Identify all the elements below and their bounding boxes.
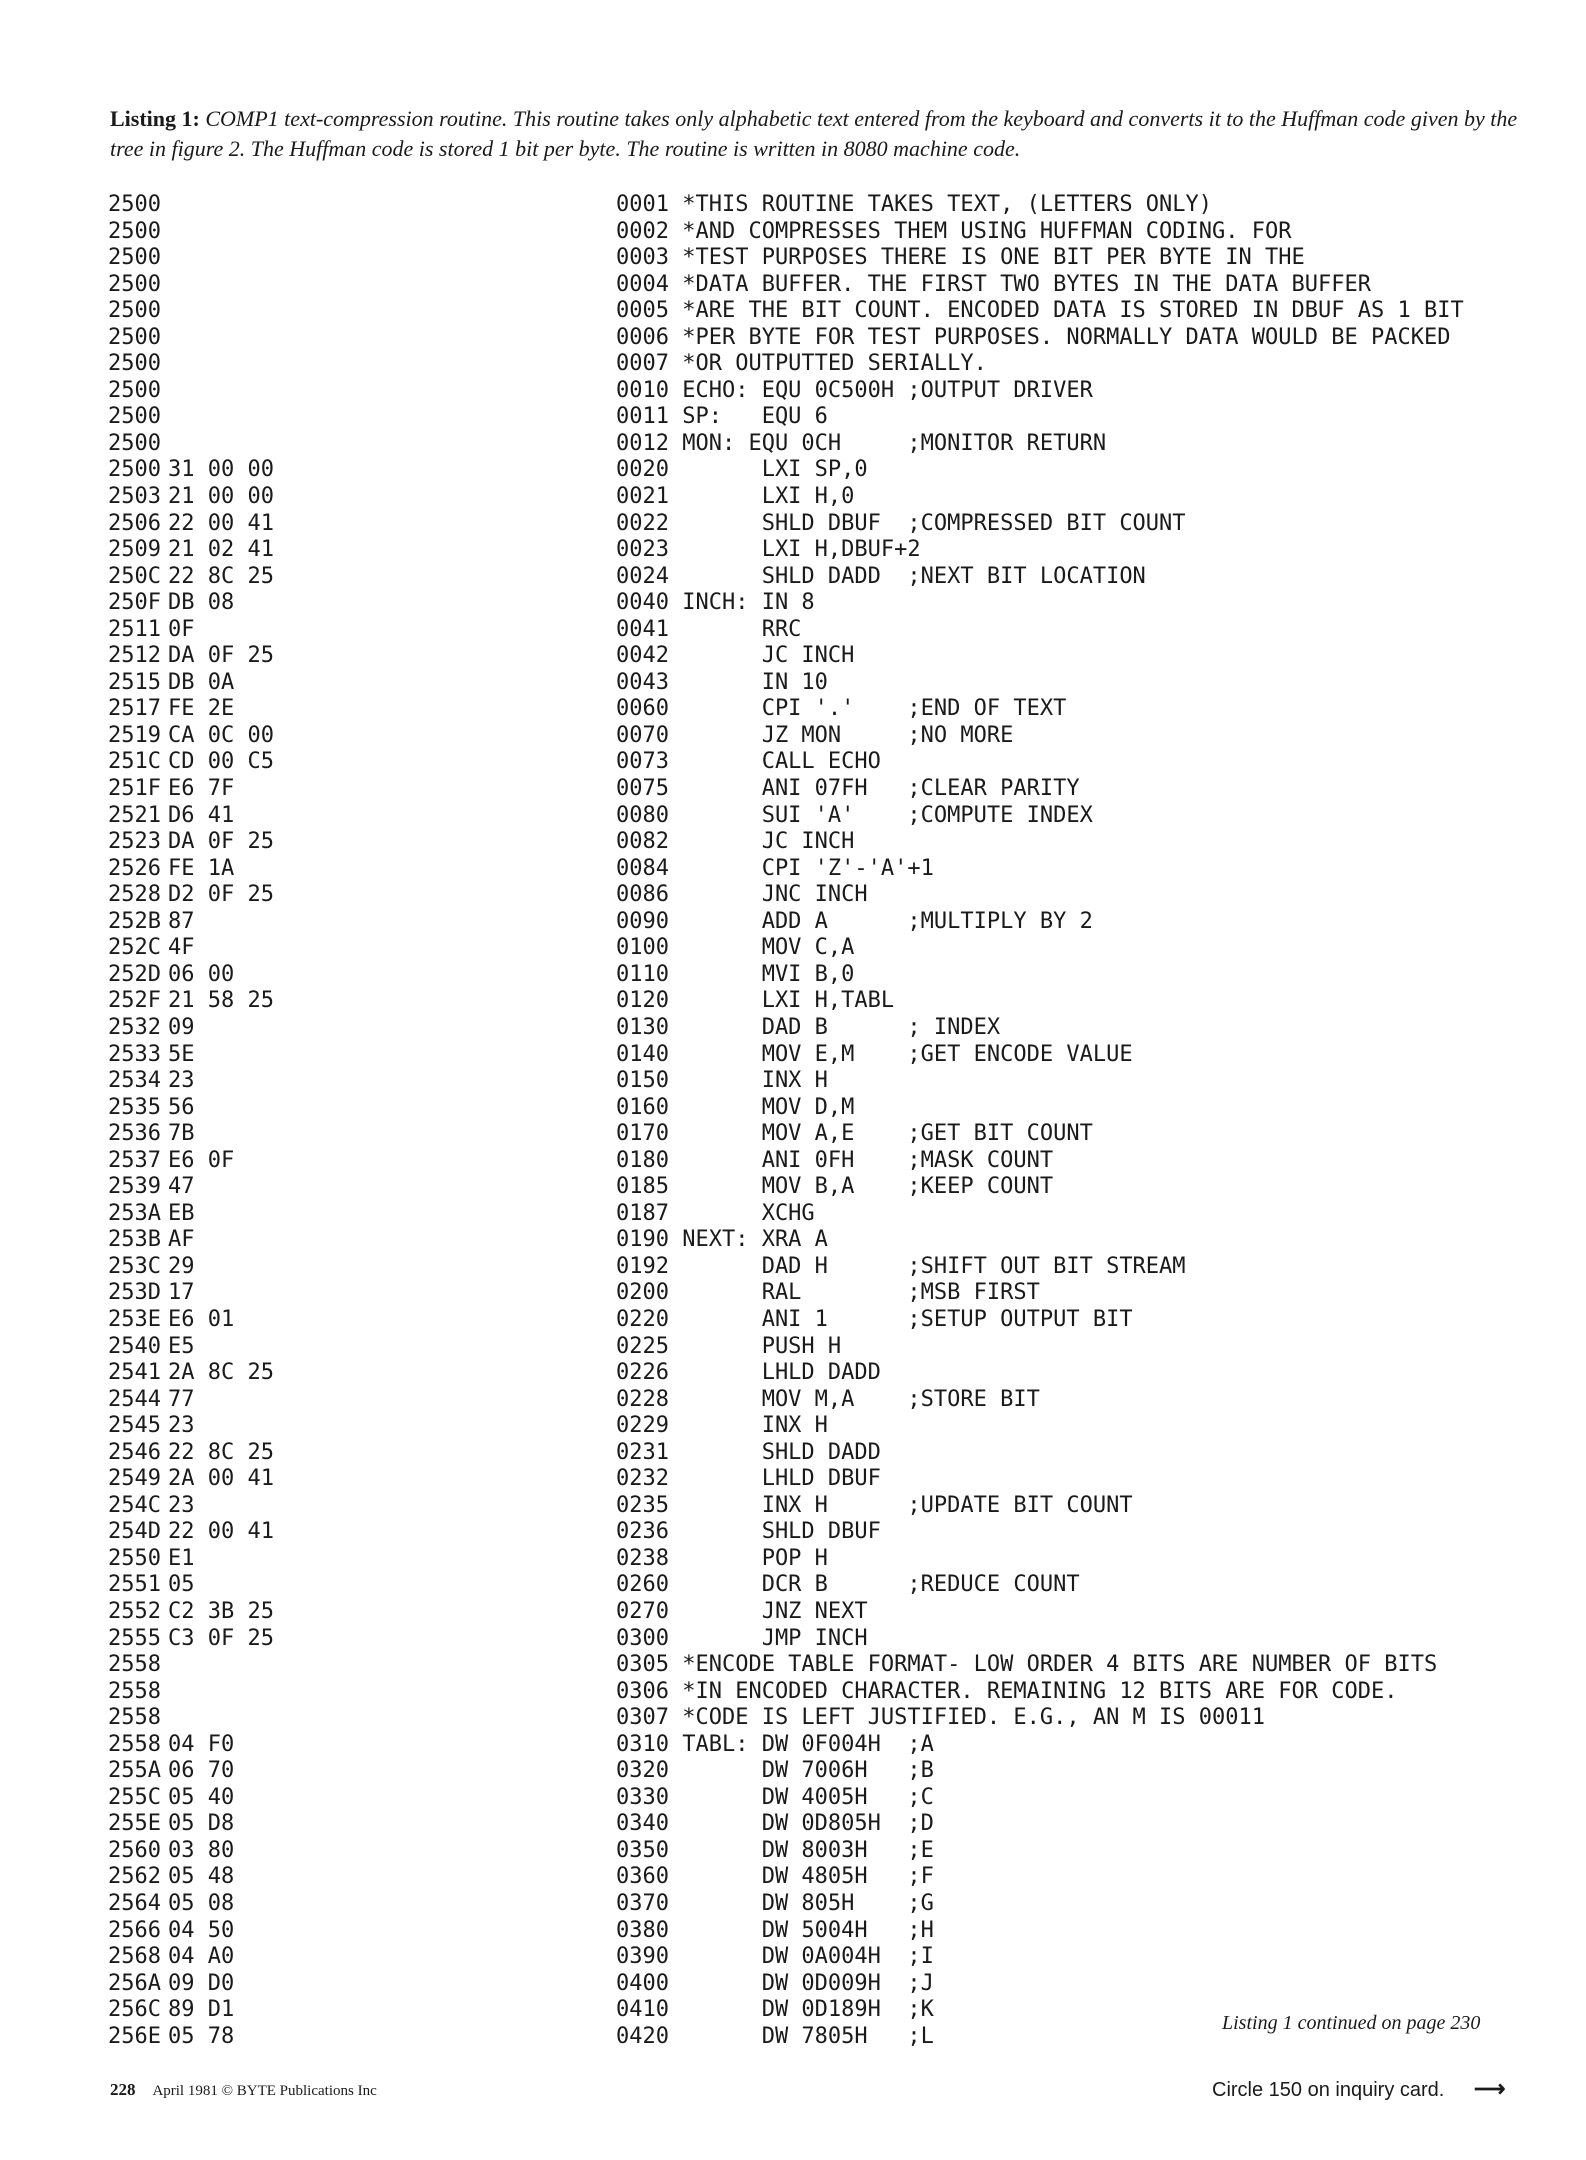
listing-row	[108, 1201, 1538, 1228]
listing-address: 2558	[108, 1731, 161, 1757]
listing-source: 0075 ANI 07FH ;CLEAR PARITY	[616, 776, 1080, 802]
listing-row	[108, 1254, 1538, 1281]
listing-row	[108, 1227, 1538, 1254]
listing-machine-code: 23	[168, 1068, 195, 1094]
listing-address: 2511	[108, 616, 161, 642]
listing-row	[108, 590, 1538, 617]
listing-machine-code: 05	[168, 1572, 195, 1598]
listing-machine-code: 05 08	[168, 1891, 235, 1916]
listing-machine-code	[168, 298, 616, 325]
code-listing	[108, 192, 1538, 2050]
listing-machine-code: 04 50	[168, 1917, 235, 1943]
listing-machine-code: 31 00 00	[168, 457, 274, 483]
listing-machine-code: 87	[168, 908, 195, 934]
listing-address: 252B	[108, 908, 161, 934]
listing-row	[108, 1334, 1538, 1361]
listing-row	[108, 1360, 1538, 1387]
listing-machine-code: DB 0A	[168, 669, 235, 695]
listing-machine-code: 04 F0	[168, 1731, 235, 1757]
listing-source: 0307 *CODE IS LEFT JUSTIFIED. E.G., AN M IS 00011	[616, 1705, 1266, 1731]
listing-source: 0070 JZ MON ;NO MORE	[616, 722, 1014, 748]
listing-machine-code: 05 48	[168, 1864, 235, 1890]
listing-source: 0200 RAL ;MSB FIRST	[616, 1280, 1040, 1306]
listing-source: 0001 *THIS ROUTINE TAKES TEXT, (LETTERS ONLY)	[616, 192, 1213, 217]
listing-machine-code: 77	[168, 1386, 195, 1412]
listing-source: 0040 INCH: IN 8	[616, 590, 815, 616]
continued-note: Listing 1 continued on page 230	[1222, 2012, 1481, 2034]
listing-row	[108, 404, 1538, 431]
listing-row	[108, 1785, 1538, 1812]
listing-machine-code: 2A 8C 25	[168, 1360, 274, 1386]
listing-row	[108, 696, 1538, 723]
listing-machine-code	[168, 404, 616, 431]
listing-source: 0007 *OR OUTPUTTED SERIALLY.	[616, 351, 987, 377]
listing-address: 2545	[108, 1413, 161, 1439]
listing-source: 0020 LXI SP,0	[616, 457, 868, 483]
listing-address: 251F	[108, 776, 161, 802]
listing-source: 0082 JC INCH	[616, 829, 855, 855]
listing-machine-code: 23	[168, 1492, 195, 1518]
listing-machine-code: 05 40	[168, 1784, 235, 1810]
listing-address: 2509	[108, 537, 161, 563]
listing-source: 0236 SHLD DBUF	[616, 1519, 881, 1545]
listing-source: 0073 CALL ECHO	[616, 749, 881, 775]
listing-address: 2523	[108, 829, 161, 855]
listing-source: 0060 CPI '.' ;END OF TEXT	[616, 696, 1067, 722]
listing-row	[108, 1148, 1538, 1175]
listing-machine-code	[168, 378, 616, 405]
listing-row	[108, 1174, 1538, 1201]
listing-address: 253C	[108, 1253, 161, 1279]
listing-address: 2500	[108, 457, 161, 483]
listing-machine-code: 04 A0	[168, 1944, 235, 1970]
listing-machine-code: 06 70	[168, 1758, 235, 1784]
listing-source: 0100 MOV C,A	[616, 935, 855, 961]
listing-row	[108, 1413, 1538, 1440]
listing-address: 255E	[108, 1811, 161, 1837]
inquiry-note	[1212, 2076, 1505, 2102]
listing-source: 0310 TABL: DW 0F004H ;A	[616, 1731, 934, 1757]
listing-machine-code: 22 00 41	[168, 1519, 274, 1545]
listing-address: 253D	[108, 1280, 161, 1306]
listing-source: 0150 INX H	[616, 1068, 828, 1094]
listing-machine-code: DA 0F 25	[168, 829, 274, 855]
listing-source: 0270 JNZ NEXT	[616, 1598, 868, 1624]
listing-row	[108, 829, 1538, 856]
listing-row	[108, 962, 1538, 989]
listing-source: 0225 PUSH H	[616, 1333, 842, 1359]
listing-machine-code: E6 01	[168, 1306, 235, 1332]
listing-machine-code: 05 D8	[168, 1811, 235, 1837]
listing-address: 2528	[108, 882, 161, 908]
listing-address: 2500	[108, 298, 161, 324]
listing-source: 0390 DW 0A004H ;I	[616, 1944, 934, 1970]
listing-row	[108, 882, 1538, 909]
listing-source: 0350 DW 8003H ;E	[616, 1837, 934, 1863]
listing-address: 2500	[108, 351, 161, 377]
listing-address: 2540	[108, 1333, 161, 1359]
listing-address: 2558	[108, 1705, 161, 1731]
listing-machine-code: 21 02 41	[168, 537, 274, 563]
listing-row	[108, 511, 1538, 538]
listing-machine-code: 06 00	[168, 961, 235, 987]
listing-row	[108, 1679, 1538, 1706]
listing-address: 2503	[108, 484, 161, 510]
listing-source: 0370 DW 805H ;G	[616, 1891, 934, 1916]
listing-address: 253E	[108, 1306, 161, 1332]
listing-row	[108, 1838, 1538, 1865]
listing-address: 2555	[108, 1625, 161, 1651]
caption-lead: Listing 1:	[110, 106, 200, 131]
listing-source: 0320 DW 7006H ;B	[616, 1758, 934, 1784]
listing-source: 0231 SHLD DADD	[616, 1439, 881, 1465]
listing-source: 0192 DAD H ;SHIFT OUT BIT STREAM	[616, 1253, 1186, 1279]
listing-address: 2566	[108, 1917, 161, 1943]
listing-address: 253A	[108, 1200, 161, 1226]
listing-machine-code: DB 08	[168, 590, 235, 616]
listing-source: 0010 ECHO: EQU 0C500H ;OUTPUT DRIVER	[616, 377, 1093, 403]
listing-source: 0400 DW 0D009H ;J	[616, 1970, 934, 1996]
listing-machine-code: 0F	[168, 616, 195, 642]
listing-address: 2533	[108, 1041, 161, 1067]
listing-source: 0002 *AND COMPRESSES THEM USING HUFFMAN CODING. FOR	[616, 218, 1292, 244]
listing-row	[108, 776, 1538, 803]
listing-machine-code: 22 8C 25	[168, 563, 274, 589]
listing-source: 0260 DCR B ;REDUCE COUNT	[616, 1572, 1080, 1598]
listing-row	[108, 1546, 1538, 1573]
listing-address: 2500	[108, 430, 161, 456]
listing-machine-code: EB	[168, 1200, 195, 1226]
listing-machine-code: 21 58 25	[168, 988, 274, 1014]
listing-source: 0110 MVI B,0	[616, 961, 855, 987]
listing-source: 0180 ANI 0FH ;MASK COUNT	[616, 1147, 1054, 1173]
listing-machine-code: 22 00 41	[168, 510, 274, 536]
listing-source: 0235 INX H ;UPDATE BIT COUNT	[616, 1492, 1133, 1518]
listing-source: 0012 MON: EQU 0CH ;MONITOR RETURN	[616, 430, 1107, 456]
listing-row	[108, 1971, 1538, 1998]
listing-row	[108, 1864, 1538, 1891]
listing-address: 251C	[108, 749, 161, 775]
listing-row	[108, 1493, 1538, 1520]
listing-source: 0300 JMP INCH	[616, 1625, 868, 1651]
listing-machine-code: AF	[168, 1227, 195, 1253]
listing-row	[108, 1758, 1538, 1785]
listing-machine-code: D6 41	[168, 802, 235, 828]
listing-source: 0226 LHLD DADD	[616, 1360, 881, 1386]
listing-source: 0011 SP: EQU 6	[616, 404, 828, 430]
listing-source: 0120 LXI H,TABL	[616, 988, 895, 1014]
listing-address: 2550	[108, 1545, 161, 1571]
listing-address: 2515	[108, 669, 161, 695]
listing-address: 256E	[108, 2023, 161, 2049]
listing-address: 255C	[108, 1784, 161, 1810]
listing-machine-code: D2 0F 25	[168, 882, 274, 908]
listing-machine-code	[168, 1679, 616, 1706]
listing-address: 253B	[108, 1227, 161, 1253]
listing-source: 0305 *ENCODE TABLE FORMAT- LOW ORDER 4 BITS ARE NUMBER OF BITS	[616, 1652, 1438, 1678]
listing-address: 2500	[108, 377, 161, 403]
listing-address: 256A	[108, 1970, 161, 1996]
listing-machine-code: E6 7F	[168, 776, 235, 802]
listing-source: 0130 DAD B ; INDEX	[616, 1014, 1001, 1040]
listing-address: 2512	[108, 643, 161, 669]
listing-row	[108, 1095, 1538, 1122]
listing-row	[108, 219, 1538, 246]
listing-address: 2541	[108, 1360, 161, 1386]
inquiry-text: Circle 150 on inquiry card.	[1212, 2079, 1445, 2101]
listing-address: 2564	[108, 1891, 161, 1916]
listing-machine-code: 05 78	[168, 2023, 235, 2049]
listing-address: 2535	[108, 1094, 161, 1120]
listing-source: 0229 INX H	[616, 1413, 828, 1439]
listing-machine-code: 89 D1	[168, 1997, 235, 2023]
listing-machine-code: 09 D0	[168, 1970, 235, 1996]
listing-machine-code: 56	[168, 1094, 195, 1120]
listing-row	[108, 351, 1538, 378]
listing-row	[108, 564, 1538, 591]
listing-machine-code: 03 80	[168, 1837, 235, 1863]
listing-source: 0170 MOV A,E ;GET BIT COUNT	[616, 1121, 1093, 1147]
listing-source: 0232 LHLD DBUF	[616, 1466, 881, 1492]
listing-source: 0043 IN 10	[616, 669, 828, 695]
listing-machine-code: CD 00 C5	[168, 749, 274, 775]
listing-address: 252D	[108, 961, 161, 987]
listing-source: 0420 DW 7805H ;L	[616, 2023, 934, 2049]
listing-address: 255A	[108, 1758, 161, 1784]
listing-row	[108, 1042, 1538, 1069]
listing-address: 250F	[108, 590, 161, 616]
listing-source: 0410 DW 0D189H ;K	[616, 1997, 934, 2023]
listing-source: 0042 JC INCH	[616, 643, 855, 669]
listing-address: 2506	[108, 510, 161, 536]
listing-row	[108, 272, 1538, 299]
listing-address: 254C	[108, 1492, 161, 1518]
listing-source: 0140 MOV E,M ;GET ENCODE VALUE	[616, 1041, 1133, 1067]
listing-address: 2500	[108, 218, 161, 244]
listing-source: 0190 NEXT: XRA A	[616, 1227, 828, 1253]
page-number: 228	[110, 2080, 136, 2099]
listing-address: 2519	[108, 722, 161, 748]
listing-row	[108, 909, 1538, 936]
listing-source: 0006 *PER BYTE FOR TEST PURPOSES. NORMALLY DATA WOULD BE PACKED	[616, 324, 1451, 350]
listing-row	[108, 1944, 1538, 1971]
listing-row	[108, 803, 1538, 830]
listing-row	[108, 1705, 1538, 1732]
listing-row	[108, 1626, 1538, 1653]
listing-machine-code: E6 0F	[168, 1147, 235, 1173]
listing-address: 2568	[108, 1944, 161, 1970]
listing-row	[108, 1280, 1538, 1307]
listing-row	[108, 325, 1538, 352]
listing-source: 0090 ADD A ;MULTIPLY BY 2	[616, 908, 1093, 934]
listing-row	[108, 1599, 1538, 1626]
listing-address: 252C	[108, 935, 161, 961]
listing-row	[108, 1015, 1538, 1042]
listing-machine-code: 21 00 00	[168, 484, 274, 510]
listing-row	[108, 1572, 1538, 1599]
listing-row	[108, 1387, 1538, 1414]
listing-machine-code: C2 3B 25	[168, 1598, 274, 1624]
listing-row	[108, 1652, 1538, 1679]
listing-row	[108, 723, 1538, 750]
listing-row	[108, 643, 1538, 670]
listing-row	[108, 457, 1538, 484]
listing-machine-code: 09	[168, 1014, 195, 1040]
listing-row	[108, 935, 1538, 962]
listing-machine-code	[168, 431, 616, 458]
listing-address: 2500	[108, 404, 161, 430]
listing-row	[108, 1466, 1538, 1493]
listing-source: 0160 MOV D,M	[616, 1094, 855, 1120]
listing-source: 0084 CPI 'Z'-'A'+1	[616, 855, 934, 881]
listing-address: 2500	[108, 271, 161, 297]
listing-address: 2534	[108, 1068, 161, 1094]
listing-row	[108, 484, 1538, 511]
listing-row	[108, 1440, 1538, 1467]
listing-source: 0185 MOV B,A ;KEEP COUNT	[616, 1174, 1054, 1200]
listing-address: 2517	[108, 696, 161, 722]
listing-row	[108, 1519, 1538, 1546]
listing-machine-code: 23	[168, 1413, 195, 1439]
listing-row	[108, 245, 1538, 272]
listing-source: 0004 *DATA BUFFER. THE FIRST TWO BYTES IN THE DATA BUFFER	[616, 271, 1371, 297]
listing-row	[108, 617, 1538, 644]
listing-machine-code: 29	[168, 1253, 195, 1279]
listing-address: 2500	[108, 192, 161, 217]
listing-address: 2549	[108, 1466, 161, 1492]
listing-address: 2560	[108, 1837, 161, 1863]
listing-source: 0187 XCHG	[616, 1200, 815, 1226]
listing-row	[108, 1121, 1538, 1148]
listing-address: 2532	[108, 1014, 161, 1040]
listing-row	[108, 1732, 1538, 1759]
listing-machine-code	[168, 272, 616, 299]
listing-source: 0340 DW 0D805H ;D	[616, 1811, 934, 1837]
listing-row	[108, 192, 1538, 219]
listing-machine-code	[168, 192, 616, 219]
listing-machine-code	[168, 1705, 616, 1732]
listing-row	[108, 431, 1538, 458]
listing-address: 2551	[108, 1572, 161, 1598]
listing-machine-code: DA 0F 25	[168, 643, 274, 669]
page-footer	[110, 2080, 377, 2100]
listing-address: 252F	[108, 988, 161, 1014]
listing-machine-code: C3 0F 25	[168, 1625, 274, 1651]
listing-row	[108, 298, 1538, 325]
listing-row	[108, 1307, 1538, 1334]
listing-machine-code: 5E	[168, 1041, 195, 1067]
listing-machine-code	[168, 245, 616, 272]
listing-row	[108, 1811, 1538, 1838]
listing-address: 2526	[108, 855, 161, 881]
listing-address: 2546	[108, 1439, 161, 1465]
listing-machine-code	[168, 1652, 616, 1679]
listing-machine-code: 47	[168, 1174, 195, 1200]
listing-address: 2500	[108, 324, 161, 350]
listing-row	[108, 1068, 1538, 1095]
listing-address: 2552	[108, 1598, 161, 1624]
listing-source: 0238 POP H	[616, 1545, 828, 1571]
listing-address: 256C	[108, 1997, 161, 2023]
listing-source: 0360 DW 4805H ;F	[616, 1864, 934, 1890]
listing-address: 2562	[108, 1864, 161, 1890]
listing-machine-code: CA 0C 00	[168, 722, 274, 748]
listing-row	[108, 378, 1538, 405]
listing-machine-code: 2A 00 41	[168, 1466, 274, 1492]
listing-machine-code	[168, 325, 616, 352]
listing-address: 2539	[108, 1174, 161, 1200]
listing-source: 0330 DW 4005H ;C	[616, 1784, 934, 1810]
listing-address: 2544	[108, 1386, 161, 1412]
listing-address: 2558	[108, 1652, 161, 1678]
listing-machine-code: 17	[168, 1280, 195, 1306]
listing-source: 0041 RRC	[616, 616, 802, 642]
listing-source: 0380 DW 5004H ;H	[616, 1917, 934, 1943]
listing-source: 0024 SHLD DADD ;NEXT BIT LOCATION	[616, 563, 1146, 589]
listing-row	[108, 1918, 1538, 1945]
listing-machine-code: 4F	[168, 935, 195, 961]
listing-source: 0005 *ARE THE BIT COUNT. ENCODED DATA IS STORED IN DBUF AS 1 BIT	[616, 298, 1464, 324]
listing-address: 2558	[108, 1678, 161, 1704]
arrow-right-icon: ⟶	[1473, 2076, 1506, 2101]
listing-source: 0086 JNC INCH	[616, 882, 868, 908]
listing-machine-code: FE 2E	[168, 696, 235, 722]
publication-line: April 1981 © BYTE Publications Inc	[152, 2083, 377, 2099]
listing-row	[108, 856, 1538, 883]
listing-address: 250C	[108, 563, 161, 589]
listing-row	[108, 749, 1538, 776]
listing-row	[108, 1891, 1538, 1918]
listing-row	[108, 537, 1538, 564]
listing-address: 2536	[108, 1121, 161, 1147]
listing-machine-code	[168, 219, 616, 246]
listing-source: 0003 *TEST PURPOSES THERE IS ONE BIT PER BYTE IN THE	[616, 245, 1305, 271]
listing-machine-code: E1	[168, 1545, 195, 1571]
listing-row	[108, 988, 1538, 1015]
listing-source: 0021 LXI H,0	[616, 484, 855, 510]
listing-machine-code: FE 1A	[168, 855, 235, 881]
listing-source: 0022 SHLD DBUF ;COMPRESSED BIT COUNT	[616, 510, 1186, 536]
listing-machine-code: E5	[168, 1333, 195, 1359]
listing-address: 254D	[108, 1519, 161, 1545]
listing-source: 0220 ANI 1 ;SETUP OUTPUT BIT	[616, 1306, 1133, 1332]
listing-source: 0023 LXI H,DBUF+2	[616, 537, 921, 563]
listing-machine-code	[168, 351, 616, 378]
listing-source: 0306 *IN ENCODED CHARACTER. REMAINING 12 BITS ARE FOR CODE.	[616, 1678, 1398, 1704]
listing-address: 2537	[108, 1147, 161, 1173]
caption-text: COMP1 text-compression routine. This routine takes only alphabetic text entered from the keyboard and converts it to the Huffman code given by the tree in figure 2. The Huffman code is stored 1 bit per byte. The routine is written in 8080 machine code.	[110, 106, 1518, 161]
listing-machine-code: 7B	[168, 1121, 195, 1147]
listing-machine-code: 22 8C 25	[168, 1439, 274, 1465]
listing-address: 2500	[108, 245, 161, 271]
listing-address: 2521	[108, 802, 161, 828]
listing-source: 0080 SUI 'A' ;COMPUTE INDEX	[616, 802, 1093, 828]
listing-source: 0228 MOV M,A ;STORE BIT	[616, 1386, 1040, 1412]
listing-caption	[110, 104, 1530, 164]
listing-row	[108, 670, 1538, 697]
